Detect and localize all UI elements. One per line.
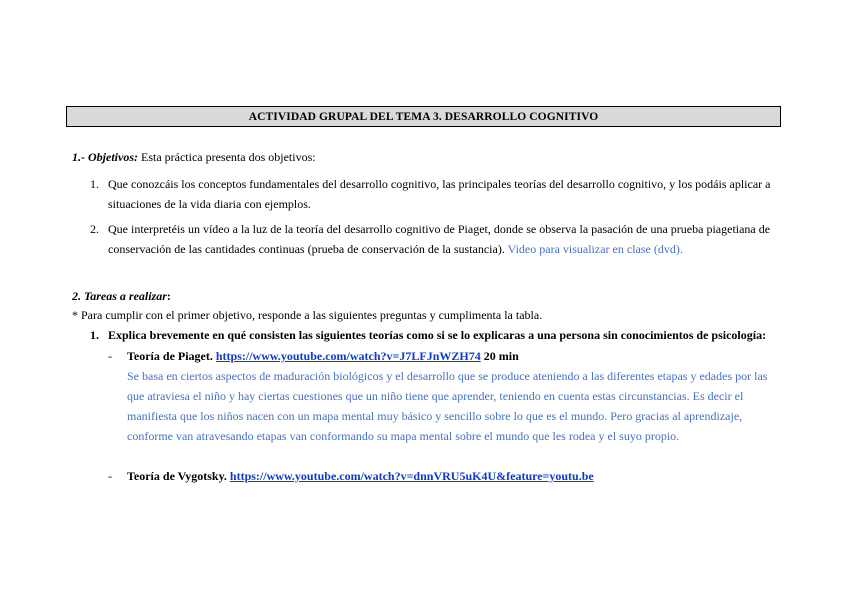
video-note: Video para visualizar en clase (dvd). — [507, 242, 683, 256]
piaget-answer-line-4: conforme van atravesando etapas van conformando su mapa mental sobre el mundo que les rodea y el suyo propio. — [127, 429, 680, 443]
objective-2-number: 2. — [90, 222, 99, 236]
activity-title: ACTIVIDAD GRUPAL DEL TEMA 3. DESARROLLO COGNITIVO — [66, 106, 781, 127]
piaget-answer-line-2: que atraviesa el niño y hay ciertas cuestiones que un niño tiene que aprender, teniendo en cuenta estas circunstancias. Es decir el — [127, 389, 744, 403]
vygotsky-video-link[interactable]: https://www.youtube.com/watch?v=dnnVRU5uK4U&feature=youtu.be — [229, 469, 594, 483]
objective-2-line2 — [108, 242, 683, 256]
tasks-heading-colon: : — [166, 289, 171, 303]
tasks-intro: * Para cumplir con el primer objetivo, responde a las siguientes preguntas y cumplimenta la tabla. — [72, 308, 543, 322]
vygotsky-label: Teoría de Vygotsky. — [127, 469, 227, 483]
piaget-label: Teoría de Piaget. — [127, 349, 213, 363]
tasks-heading: 2. Tareas a realizar — [72, 289, 167, 303]
piaget-dash: - — [108, 349, 112, 363]
piaget-duration: 20 min — [483, 349, 519, 363]
objectives-line — [72, 150, 316, 164]
tasks-heading-line — [72, 289, 171, 303]
piaget-answer-line-1: Se basa en ciertos aspectos de maduración biológicos y el desarrollo que se produce ateniendo a las diferentes etapas y edades por las — [127, 369, 768, 383]
objective-1-number: 1. — [90, 177, 99, 191]
objectives-heading: 1.- Objetivos: — [72, 150, 138, 164]
objectives-intro: Esta práctica presenta dos objetivos: — [140, 150, 316, 164]
piaget-line — [127, 349, 519, 363]
piaget-answer-line-3: manifiesta que los niños nacen con un mapa mental muy básico y sencillo sobre lo que es el mundo. Pero gracias al aprendizaje, — [127, 409, 743, 423]
question-1-text: Explica brevemente en qué consisten las siguientes teorías como si se lo explicaras a una persona sin conocimientos de psicología: — [108, 328, 767, 342]
objective-1-line1: Que conozcáis los conceptos fundamentales del desarrollo cognitivo, las principales teorías del desarrollo cognitivo, y los podáis aplicar a — [108, 177, 771, 191]
vygotsky-line — [127, 469, 594, 483]
piaget-video-link[interactable]: https://www.youtube.com/watch?v=J7LFJnWZH74 — [215, 349, 481, 363]
objective-2-line1: Que interpretéis un vídeo a la luz de la teoría del desarrollo cognitivo de Piaget, donde se observa la pasación de una prueba piagetiana de — [108, 222, 771, 236]
objective-2-line2-text: conservación de las cantidades continuas (prueba de conservación de la sustancia). — [108, 242, 505, 256]
vygotsky-dash: - — [108, 469, 112, 483]
objective-1-line2: situaciones de la vida diaria con ejemplos. — [108, 197, 311, 211]
question-1-number: 1. — [90, 328, 99, 342]
